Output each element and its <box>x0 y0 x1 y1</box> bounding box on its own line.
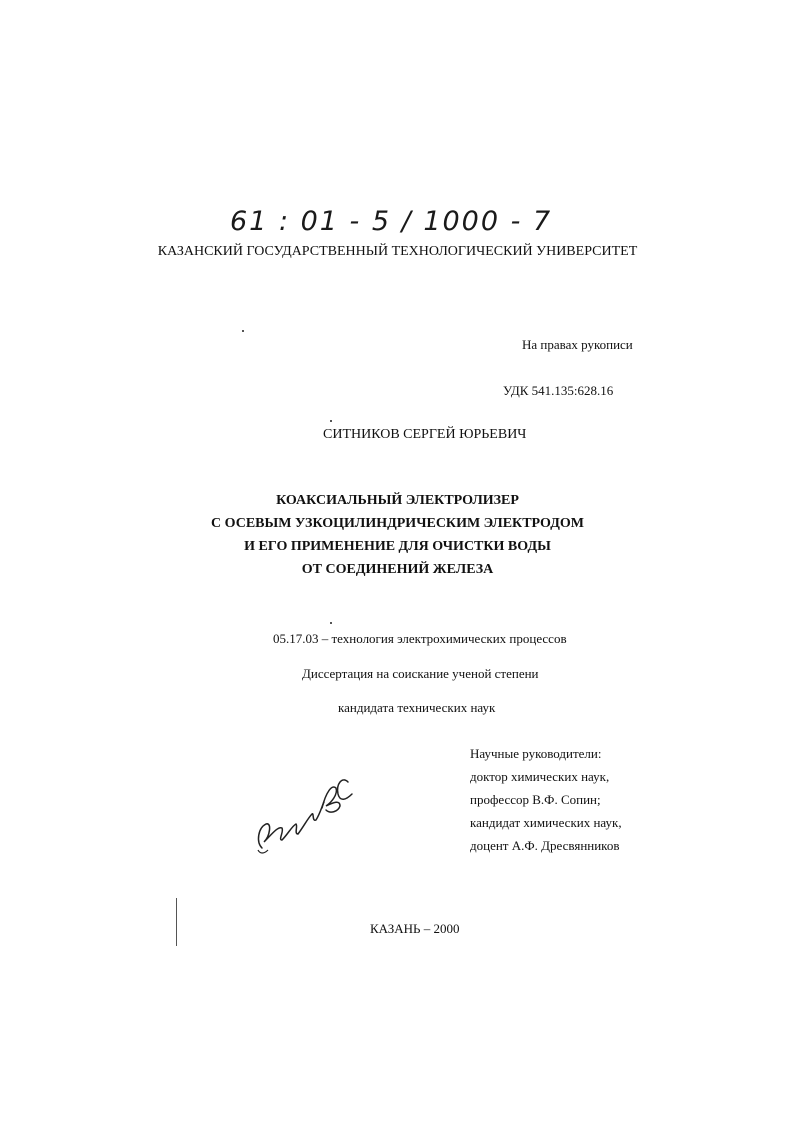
advisor-line: доцент А.Ф. Дресвянников <box>470 838 620 853</box>
title-line: И ЕГО ПРИМЕНЕНИЕ ДЛЯ ОЧИСТКИ ВОДЫ <box>244 539 551 554</box>
scan-speck <box>330 420 332 422</box>
scan-speck <box>242 330 244 332</box>
archive-code: 61 : 01 - 5 / 1000 - 7 <box>230 206 553 237</box>
advisor-line: доктор химических наук, <box>470 769 610 784</box>
dissertation-line: Диссертация на соискание ученой степени <box>302 666 539 681</box>
signature-image <box>248 762 358 862</box>
scan-edge-mark <box>176 898 177 946</box>
advisors-block <box>470 742 622 857</box>
advisor-line: кандидат химических наук, <box>470 815 622 830</box>
advisor-line: профессор В.Ф. Сопин; <box>470 792 601 807</box>
advisors-heading: Научные руководители: <box>470 746 602 761</box>
udc-code: УДК 541.135:628.16 <box>503 383 614 398</box>
university-name: КАЗАНСКИЙ ГОСУДАРСТВЕННЫЙ ТЕХНОЛОГИЧЕСКИЙ УНИВЕРСИТЕТ <box>157 244 638 259</box>
scan-speck <box>330 622 332 624</box>
degree-line: кандидата технических наук <box>338 700 496 715</box>
manuscript-rights: На правах рукописи <box>522 337 633 352</box>
author-name: СИТНИКОВ СЕРГЕЙ ЮРЬЕВИЧ <box>323 427 527 442</box>
specialty-code: 05.17.03 – технология электрохимических процессов <box>273 631 567 646</box>
title-line: КОАКСИАЛЬНЫЙ ЭЛЕКТРОЛИЗЕР <box>276 493 519 508</box>
place-year: КАЗАНЬ – 2000 <box>370 921 460 936</box>
title-line: С ОСЕВЫМ УЗКОЦИЛИНДРИЧЕСКИМ ЭЛЕКТРОДОМ <box>211 516 584 531</box>
title-line: ОТ СОЕДИНЕНИЙ ЖЕЛЕЗА <box>301 562 494 577</box>
